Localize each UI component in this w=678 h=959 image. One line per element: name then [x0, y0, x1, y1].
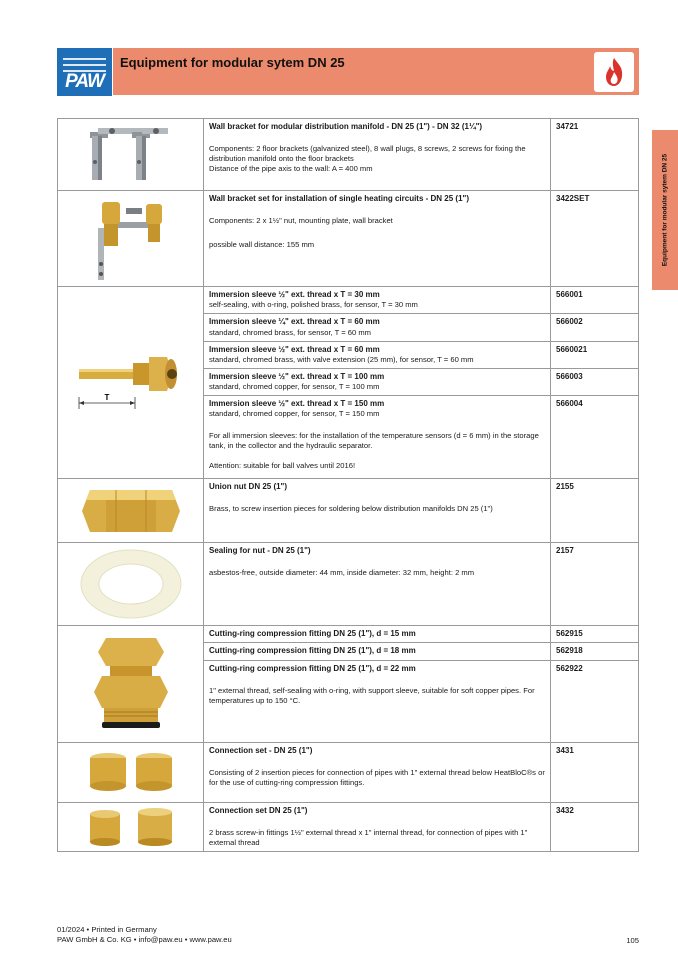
product-title: Connection set - DN 25 (1") [209, 745, 313, 755]
product-description-cell [204, 314, 551, 341]
sealing-ring-image [76, 546, 186, 622]
article-number: 562922 [551, 660, 639, 742]
table-row [58, 119, 639, 191]
product-description-cell [204, 341, 551, 368]
product-title: Cutting-ring compression fitting DN 25 (1"), d = 18 mm [209, 646, 416, 656]
article-number: 562918 [551, 643, 639, 660]
product-description: 1" external thread, self-sealing with o-ring, with support sleeve, suitable for soft copper pipes. For temperatures up to 150 °C. [209, 686, 535, 706]
flame-icon-box [594, 52, 634, 92]
page-title: Equipment for modular sytem DN 25 [120, 55, 345, 70]
product-description-cell [204, 626, 551, 643]
product-description-cell [204, 396, 551, 479]
product-note: For all immersion sleeves: for the installation of the temperature sensors (d = 6 mm) in the storage tank, in the collector and the hydraulic separator. [209, 431, 539, 451]
table-row [58, 287, 639, 314]
product-description-cell [204, 742, 551, 802]
product-description-cell [204, 802, 551, 851]
product-title: Sealing for nut - DN 25 (1") [209, 546, 311, 555]
table-row [58, 802, 639, 851]
article-number: 3422SET [551, 191, 639, 287]
product-description: Brass, to screw insertion pieces for soldering below distribution manifolds DN 25 (1") [209, 504, 493, 514]
product-title: Wall bracket for modular distribution manifold - DN 25 (1") - DN 32 (1¼") [209, 122, 483, 131]
product-title: Wall bracket set for installation of single heating circuits - DN 25 (1") [209, 194, 469, 203]
product-subtitle: standard, chromed brass, for sensor, T = 60 mm [209, 327, 372, 337]
product-description-cell [204, 191, 551, 287]
article-number: 2157 [551, 543, 639, 626]
product-description: 2 brass screw-in fittings 1½" external thread x 1" internal thread, for connection of pipes with 1" external thread [209, 828, 528, 848]
product-title: Cutting-ring compression fitting DN 25 (1"), d = 22 mm [209, 663, 416, 673]
article-number: 566003 [551, 368, 639, 395]
product-image-cell [58, 543, 204, 626]
page-footer [57, 925, 232, 946]
table-row [58, 479, 639, 543]
wall-bracket-set-image [76, 194, 186, 284]
article-number: 566004 [551, 396, 639, 479]
product-description: Consisting of 2 insertion pieces for connection of pipes with 1" external thread below HeatBloC®s or for the use of cutting-ring compression fittings. [209, 768, 545, 788]
article-number: 3432 [551, 802, 639, 851]
footer-print-info: 01/2024 • Printed in Germany [57, 925, 157, 934]
product-image-cell [58, 626, 204, 743]
product-description-cell [204, 643, 551, 660]
product-description: Components: 2 floor brackets (galvanized steel), 8 wall plugs, 8 screws, 2 screws for fixing the distribution manifold onto the floor brackets [209, 144, 526, 164]
product-subtitle: self-sealing, with o-ring, polished brass, for sensor, T = 30 mm [209, 300, 418, 310]
immersion-sleeve-image [71, 343, 191, 423]
product-title: Cutting-ring compression fitting DN 25 (1"), d = 15 mm [209, 629, 416, 638]
product-description-cell [204, 287, 551, 314]
article-number: 562915 [551, 626, 639, 643]
product-title: Immersion sleeve ½" ext. thread x T = 100 mm [209, 371, 385, 381]
product-image-cell [58, 191, 204, 287]
flame-icon [594, 52, 634, 92]
footer-contact: PAW GmbH & Co. KG • info@paw.eu • www.paw.eu [57, 935, 232, 945]
product-image-cell [58, 479, 204, 543]
product-title: Immersion sleeve ½" ext. thread x T = 150 mm [209, 399, 385, 408]
product-description-extra: Distance of the pipe axis to the wall: A = 400 mm [209, 164, 373, 174]
table-row [58, 626, 639, 643]
article-number: 566001 [551, 287, 639, 314]
product-title: Connection set DN 25 (1") [209, 805, 308, 815]
product-subtitle: standard, chromed brass, with valve extension (25 mm), for sensor, T = 60 mm [209, 354, 474, 364]
logo-text: PAW [65, 71, 104, 92]
logo-stripe [63, 64, 106, 66]
product-image-cell [58, 119, 204, 191]
screw-in-fittings-image [76, 806, 186, 848]
compression-fitting-image [76, 632, 186, 736]
product-subtitle: standard, chromed copper, for sensor, T = 100 mm [209, 382, 380, 392]
product-title: Immersion sleeve ½" ext. thread x T = 60 mm [209, 344, 380, 354]
header-bar [113, 48, 639, 95]
wall-bracket-image [76, 122, 186, 188]
table-row [58, 742, 639, 802]
product-title: Immersion sleeve ½" ext. thread x T = 30 mm [209, 290, 380, 299]
union-nut-image [76, 482, 186, 540]
product-description-cell [204, 660, 551, 742]
product-description-cell [204, 368, 551, 395]
product-title: Immersion sleeve ¼" ext. thread x T = 60 mm [209, 317, 380, 327]
product-description-extra: possible wall distance: 155 mm [209, 240, 315, 250]
article-number: 3431 [551, 742, 639, 802]
product-description: Components: 2 x 1½" nut, mounting plate, wall bracket [209, 216, 393, 226]
article-number: 5660021 [551, 341, 639, 368]
product-description-cell [204, 543, 551, 626]
product-subtitle: standard, chromed copper, for sensor, T = 150 mm [209, 409, 380, 419]
side-tab-label: Equipment for modular sytem DN 25 [661, 153, 669, 267]
products-table [57, 118, 639, 852]
paw-logo [57, 48, 112, 96]
table-row [58, 191, 639, 287]
dimension-label: T [104, 392, 109, 402]
article-number: 2155 [551, 479, 639, 543]
product-title: Union nut DN 25 (1") [209, 482, 288, 491]
product-description-cell [204, 119, 551, 191]
article-number: 34721 [551, 119, 639, 191]
product-attention: Attention: suitable for ball valves until 2016! [209, 460, 356, 470]
product-image-cell [58, 287, 204, 479]
table-row [58, 543, 639, 626]
product-image-cell [58, 802, 204, 851]
product-description-cell [204, 479, 551, 543]
page-number: 105 [626, 936, 639, 945]
logo-stripe [63, 58, 106, 60]
connection-set-image [76, 748, 186, 796]
side-tab [652, 130, 678, 290]
article-number: 566002 [551, 314, 639, 341]
product-description: asbestos-free, outside diameter: 44 mm, inside diameter: 32 mm, height: 2 mm [209, 568, 475, 578]
product-image-cell [58, 742, 204, 802]
